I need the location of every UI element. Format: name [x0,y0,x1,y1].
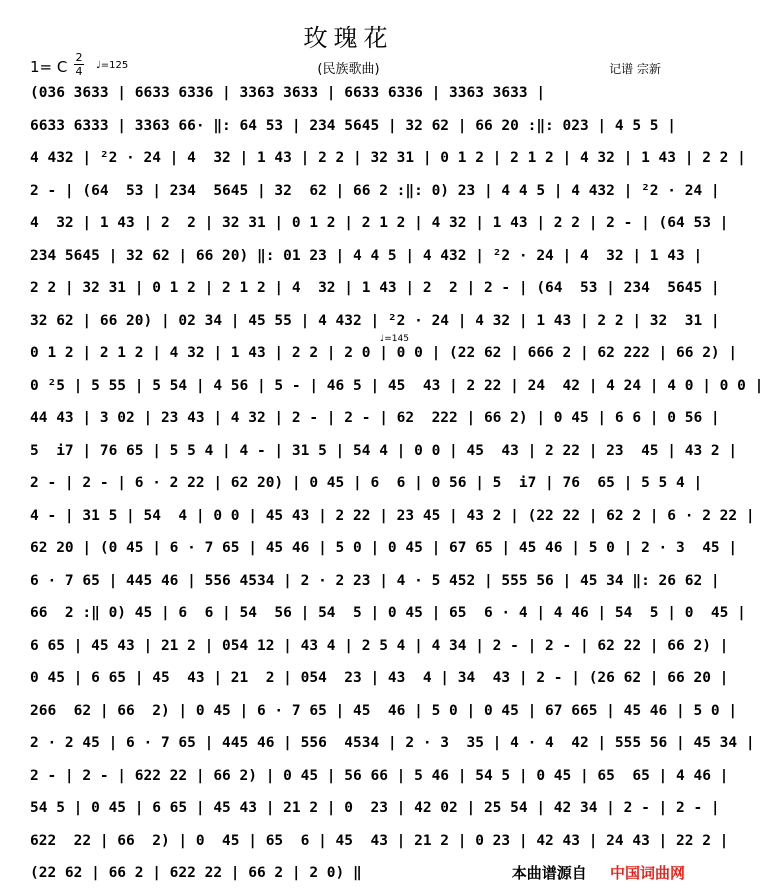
song-subtitle: (民族歌曲) [317,62,380,77]
notation-row: 2 - | 2 - | 6 · 2 22 | 62 20) | 0 45 | 6 6 | 0 56 | 5 i7 | 76 65 | 5 5 4 | [30,475,703,491]
notation-row: 6633 6333 | 3363 66· ‖: 64 53 | 234 5645 | 32 62 | 66 20 :‖: 023 | 4 5 5 | [30,117,677,134]
time-signature-bottom: 4 [75,65,83,78]
notation-row: 266 62 | 66 2) | 0 45 | 6 · 7 65 | 45 46 | 5 0 | 0 45 | 67 665 | 45 46 | 5 0 | [30,702,738,719]
notation-row: 6 · 7 65 | 445 46 | 556 4534 | 2 · 2 23 | 4 · 5 452 | 555 56 | 45 34 ‖: 26 62 | [30,572,720,589]
notation-row: 2 - | (64 53 | 234 5645 | 32 62 | 66 2 :‖: 0) 23 | 4 4 5 | 4 432 | ²2 · 24 | [30,182,720,199]
time-signature [74,52,84,77]
site-name: 中国词曲网 [609,864,685,882]
tempo-marking: ♩=125 [96,60,129,71]
notation-row: 4 432 | ²2 · 24 | 4 32 | 1 43 | 2 2 | 32 31 | 0 1 2 | 2 1 2 | 4 32 | 1 43 | 2 2 | [30,150,746,166]
notation-row: 66 2 :‖ 0) 45 | 6 6 | 54 56 | 54 5 | 0 45 | 65 6 · 4 | 4 46 | 54 5 | 0 45 | [30,605,746,621]
notation-row: 32 62 | 66 20) | 02 34 | 45 55 | 4 432 | ²2 · 24 | 4 32 | 1 43 | 2 2 | 32 31 | [30,312,720,329]
time-signature-top: 2 [75,51,83,64]
notation-row: 4 - | 31 5 | 54 4 | 0 0 | 45 43 | 2 22 | 23 45 | 43 2 | (22 22 | 62 2 | 6 · 2 22 | [30,507,755,524]
song-title: 玫瑰花 [303,24,394,52]
source-footer [512,862,685,883]
notation-row: 5 i7 | 76 65 | 5 5 4 | 4 - | 31 5 | 54 4 | 0 0 | 45 43 | 2 22 | 23 45 | 43 2 | [30,442,738,459]
notation-row: 622 22 | 66 2) | 0 45 | 65 6 | 45 43 | 21 2 | 0 23 | 42 43 | 24 43 | 22 2 | [30,832,729,849]
notation-row: 234 5645 | 32 62 | 66 20) ‖: 01 23 | 4 4 5 | 4 432 | ²2 · 24 | 4 32 | 1 43 | [30,247,703,264]
notation-row: (036 3633 | 6633 6336 | 3363 3633 | 6633 6336 | 3363 3633 | [30,85,546,101]
notation-row: 0 45 | 6 65 | 45 43 | 21 2 | 054 23 | 43 4 | 34 43 | 2 - | (26 62 | 66 20 | [30,670,729,686]
source-label: 本曲谱源自 [511,864,587,882]
notation-row: 2 2 | 32 31 | 0 1 2 | 2 1 2 | 4 32 | 1 43 | 2 2 | 2 - | (64 53 | 234 5645 | [30,280,720,296]
key-signature: 1= C [30,58,68,76]
notation-row: 6 65 | 45 43 | 21 2 | 054 12 | 43 4 | 2 5 4 | 4 34 | 2 - | 2 - | 62 22 | 66 2) | [30,637,729,654]
notation-row: 62 20 | (0 45 | 6 · 7 65 | 45 46 | 5 0 | 0 45 | 67 65 | 45 46 | 5 0 | 2 · 3 45 | [30,540,738,556]
notation-row: 0 1 2 | 2 1 2 | 4 32 | 1 43 | 2 2 | 2 0 | 0 0 | (22 62 | 666 2 | 62 222 | 66 2) | [30,345,738,361]
notation-row: 44 43 | 3 02 | 23 43 | 4 32 | 2 - | 2 - | 62 222 | 66 2) | 0 45 | 6 6 | 0 56 | [30,410,720,426]
notation-row: 0 ²5 | 5 55 | 5 54 | 4 56 | 5 - | 46 5 | 45 43 | 2 22 | 24 42 | 4 24 | 4 0 | 0 0 | [30,377,763,394]
notation-row: 2 · 2 45 | 6 · 7 65 | 445 46 | 556 4534 | 2 · 3 35 | 4 · 4 42 | 555 56 | 45 34 | [30,735,755,751]
notation-row: 2 - | 2 - | 622 22 | 66 2) | 0 45 | 56 66 | 5 46 | 54 5 | 0 45 | 65 65 | 4 46 | [30,767,729,784]
transcriber-credit: 记谱 宗新 [609,62,661,76]
notation-row: 54 5 | 0 45 | 6 65 | 45 43 | 21 2 | 0 23 | 42 02 | 25 54 | 42 34 | 2 - | 2 - | [30,800,720,816]
notation-row: 4 32 | 1 43 | 2 2 | 32 31 | 0 1 2 | 2 1 2 | 4 32 | 1 43 | 2 2 | 2 - | (64 53 | [30,215,729,231]
tempo-change-marking: ♩=145 [380,334,409,344]
notation-row: (22 62 | 66 2 | 622 22 | 66 2 | 2 0) ‖ [30,865,362,881]
